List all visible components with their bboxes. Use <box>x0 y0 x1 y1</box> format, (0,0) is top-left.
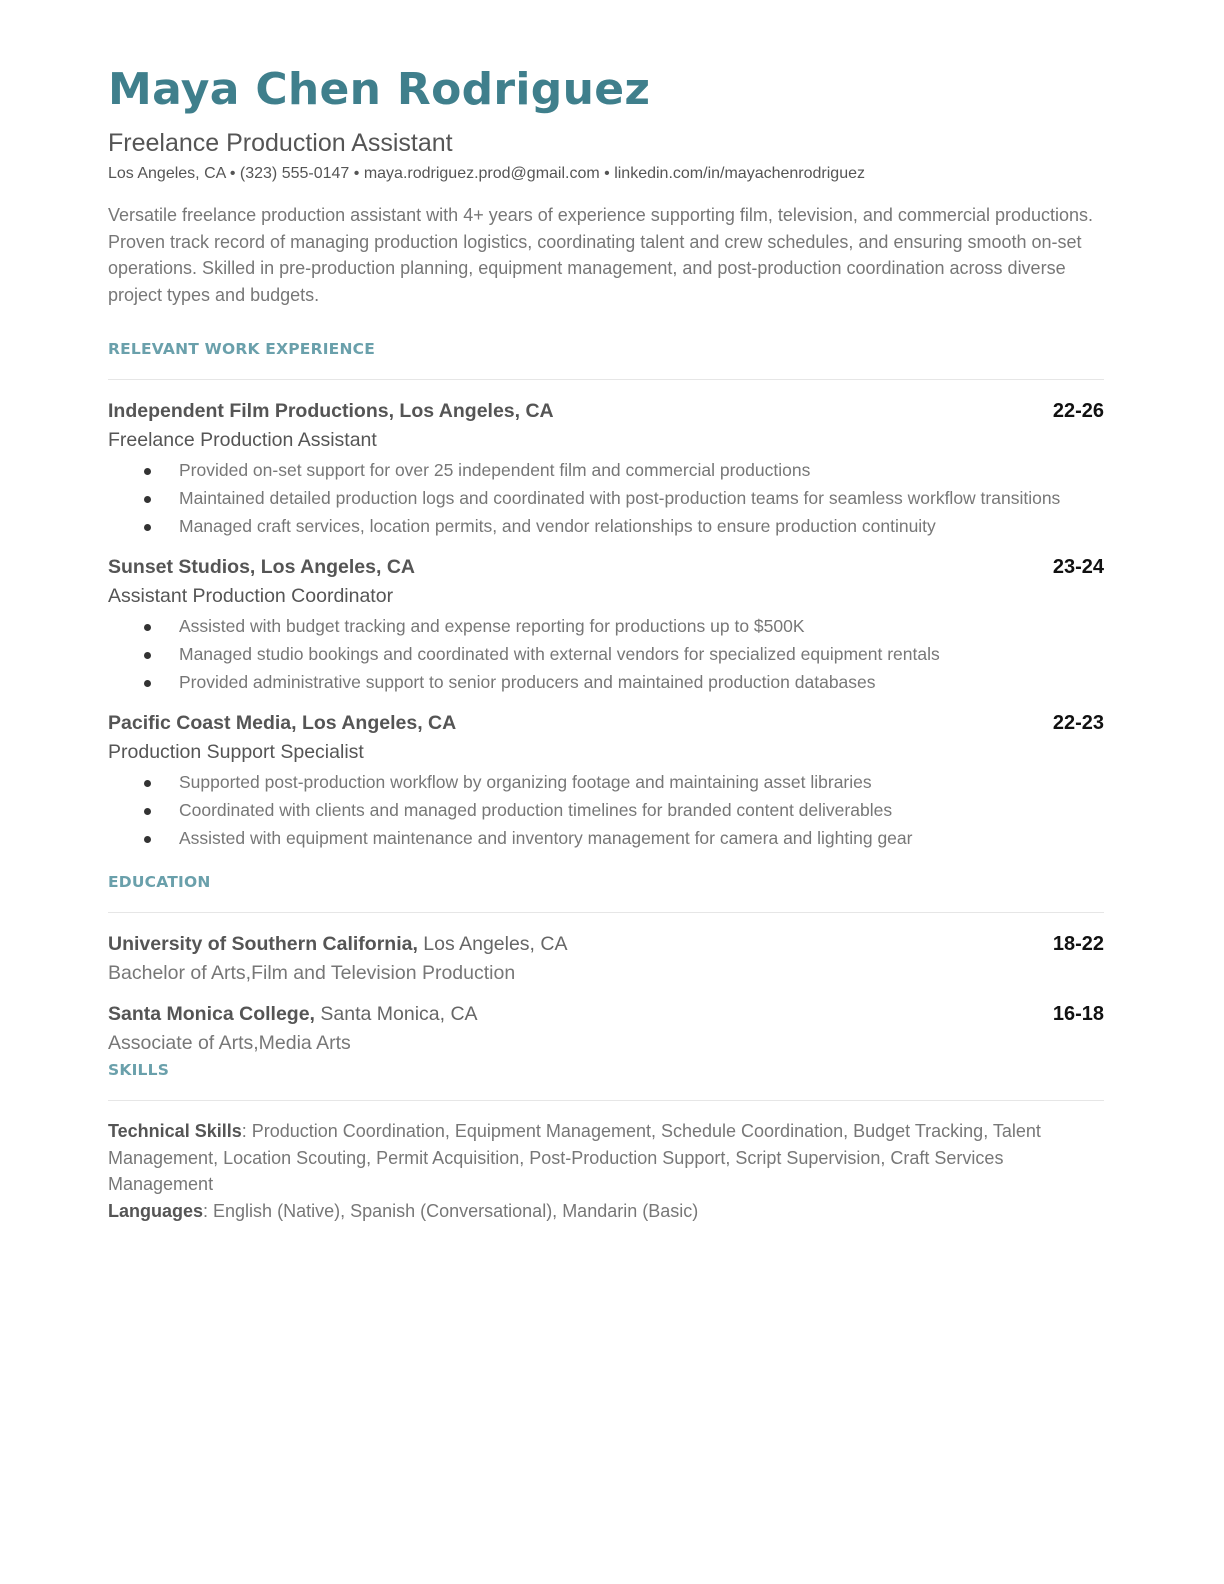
job-entry <box>108 709 1104 852</box>
resume-page <box>108 62 1104 1224</box>
list-item: Maintained detailed production logs and coordinated with post-production teams for seamless workflow transitions <box>108 485 1104 512</box>
list-item: Assisted with budget tracking and expense reporting for productions up to $500K <box>108 613 1104 640</box>
degree: Bachelor of Arts,Film and Television Production <box>108 962 516 984</box>
school-name: Santa Monica College, <box>108 1003 315 1025</box>
skills-section <box>108 1060 1104 1224</box>
headline: Freelance Production Assistant <box>108 129 453 157</box>
section-title-experience: RELEVANT WORK EXPERIENCE <box>108 340 375 358</box>
section-title-education: EDUCATION <box>108 873 211 891</box>
degree: Associate of Arts,Media Arts <box>108 1032 351 1054</box>
job-dates: 23-24 <box>1052 556 1104 578</box>
job-bullets <box>108 769 1104 852</box>
job-entry <box>108 553 1104 696</box>
education-dates: 18-22 <box>1052 933 1104 955</box>
job-org: Independent Film Productions, Los Angeles, CA <box>108 400 554 422</box>
list-item: Provided on-set support for over 25 independent film and commercial productions <box>108 457 1104 484</box>
job-org: Pacific Coast Media, Los Angeles, CA <box>108 712 457 734</box>
summary: Versatile freelance production assistant with 4+ years of experience supporting film, television, and commercial productions. Proven track record of managing production logistics, coordinating talent and crew schedules, and ensuring smooth on-set operations. Skilled in pre-production planning, equipment management, and post-production coordination across diverse project types and budgets. <box>108 205 1094 305</box>
bullet-icon <box>144 680 151 687</box>
list-item: Coordinated with clients and managed production timelines for branded content deliverables <box>108 797 1104 824</box>
section-divider <box>108 379 1104 380</box>
bullet-icon <box>144 624 151 631</box>
school-name: University of Southern California, <box>108 933 418 955</box>
job-dates: 22-26 <box>1052 400 1104 422</box>
job-role: Freelance Production Assistant <box>108 429 377 451</box>
bullet-icon <box>144 836 151 843</box>
bullet-icon <box>144 808 151 815</box>
education-entry <box>108 1000 1104 1058</box>
job-dates: 22-23 <box>1052 712 1104 734</box>
list-item: Assisted with equipment maintenance and inventory management for camera and lighting gear <box>108 825 1104 852</box>
job-role: Assistant Production Coordinator <box>108 585 394 607</box>
technical-skills <box>108 1118 1104 1198</box>
candidate-name: Maya Chen Rodriguez <box>108 64 651 115</box>
languages-label: Languages <box>108 1200 204 1221</box>
school-location: Santa Monica, CA <box>314 1003 478 1025</box>
job-org: Sunset Studios, Los Angeles, CA <box>108 556 415 578</box>
education-dates: 16-18 <box>1052 1003 1104 1025</box>
job-bullets <box>108 613 1104 696</box>
section-divider <box>108 912 1104 913</box>
bullet-icon <box>144 496 151 503</box>
bullet-icon <box>144 652 151 659</box>
list-item: Managed craft services, location permits, and vendor relationships to ensure production continuity <box>108 513 1104 540</box>
languages-text: : English (Native), Spanish (Conversational), Mandarin (Basic) <box>203 1200 699 1221</box>
school-location: Los Angeles, CA <box>417 933 568 955</box>
bullet-icon <box>144 468 151 475</box>
list-item: Provided administrative support to senior producers and maintained production databases <box>108 669 1104 696</box>
languages <box>108 1198 1104 1225</box>
contact-line: Los Angeles, CA • (323) 555-0147 • maya.rodriguez.prod@gmail.com • linkedin.com/in/mayachenrodriguez <box>108 165 865 182</box>
experience-section <box>108 339 1104 852</box>
section-divider <box>108 1100 1104 1101</box>
job-entry <box>108 397 1104 540</box>
technical-skills-label: Technical Skills <box>108 1121 242 1141</box>
bullet-icon <box>144 524 151 531</box>
list-item: Supported post-production workflow by organizing footage and maintaining asset libraries <box>108 769 1104 796</box>
education-section <box>108 872 1104 1058</box>
education-entry <box>108 930 1104 988</box>
job-role: Production Support Specialist <box>108 741 364 763</box>
job-bullets <box>108 457 1104 540</box>
bullet-icon <box>144 780 151 787</box>
list-item: Managed studio bookings and coordinated with external vendors for specialized equipment rentals <box>108 641 1104 668</box>
section-title-skills: SKILLS <box>108 1061 170 1079</box>
technical-skills-text: : Production Coordination, Equipment Management, Schedule Coordination, Budget Tracking, Talent Management, Location Scouting, Permit Acquisition, Post-Production Support, Script Supervision, Craft Services Management <box>108 1121 1041 1194</box>
